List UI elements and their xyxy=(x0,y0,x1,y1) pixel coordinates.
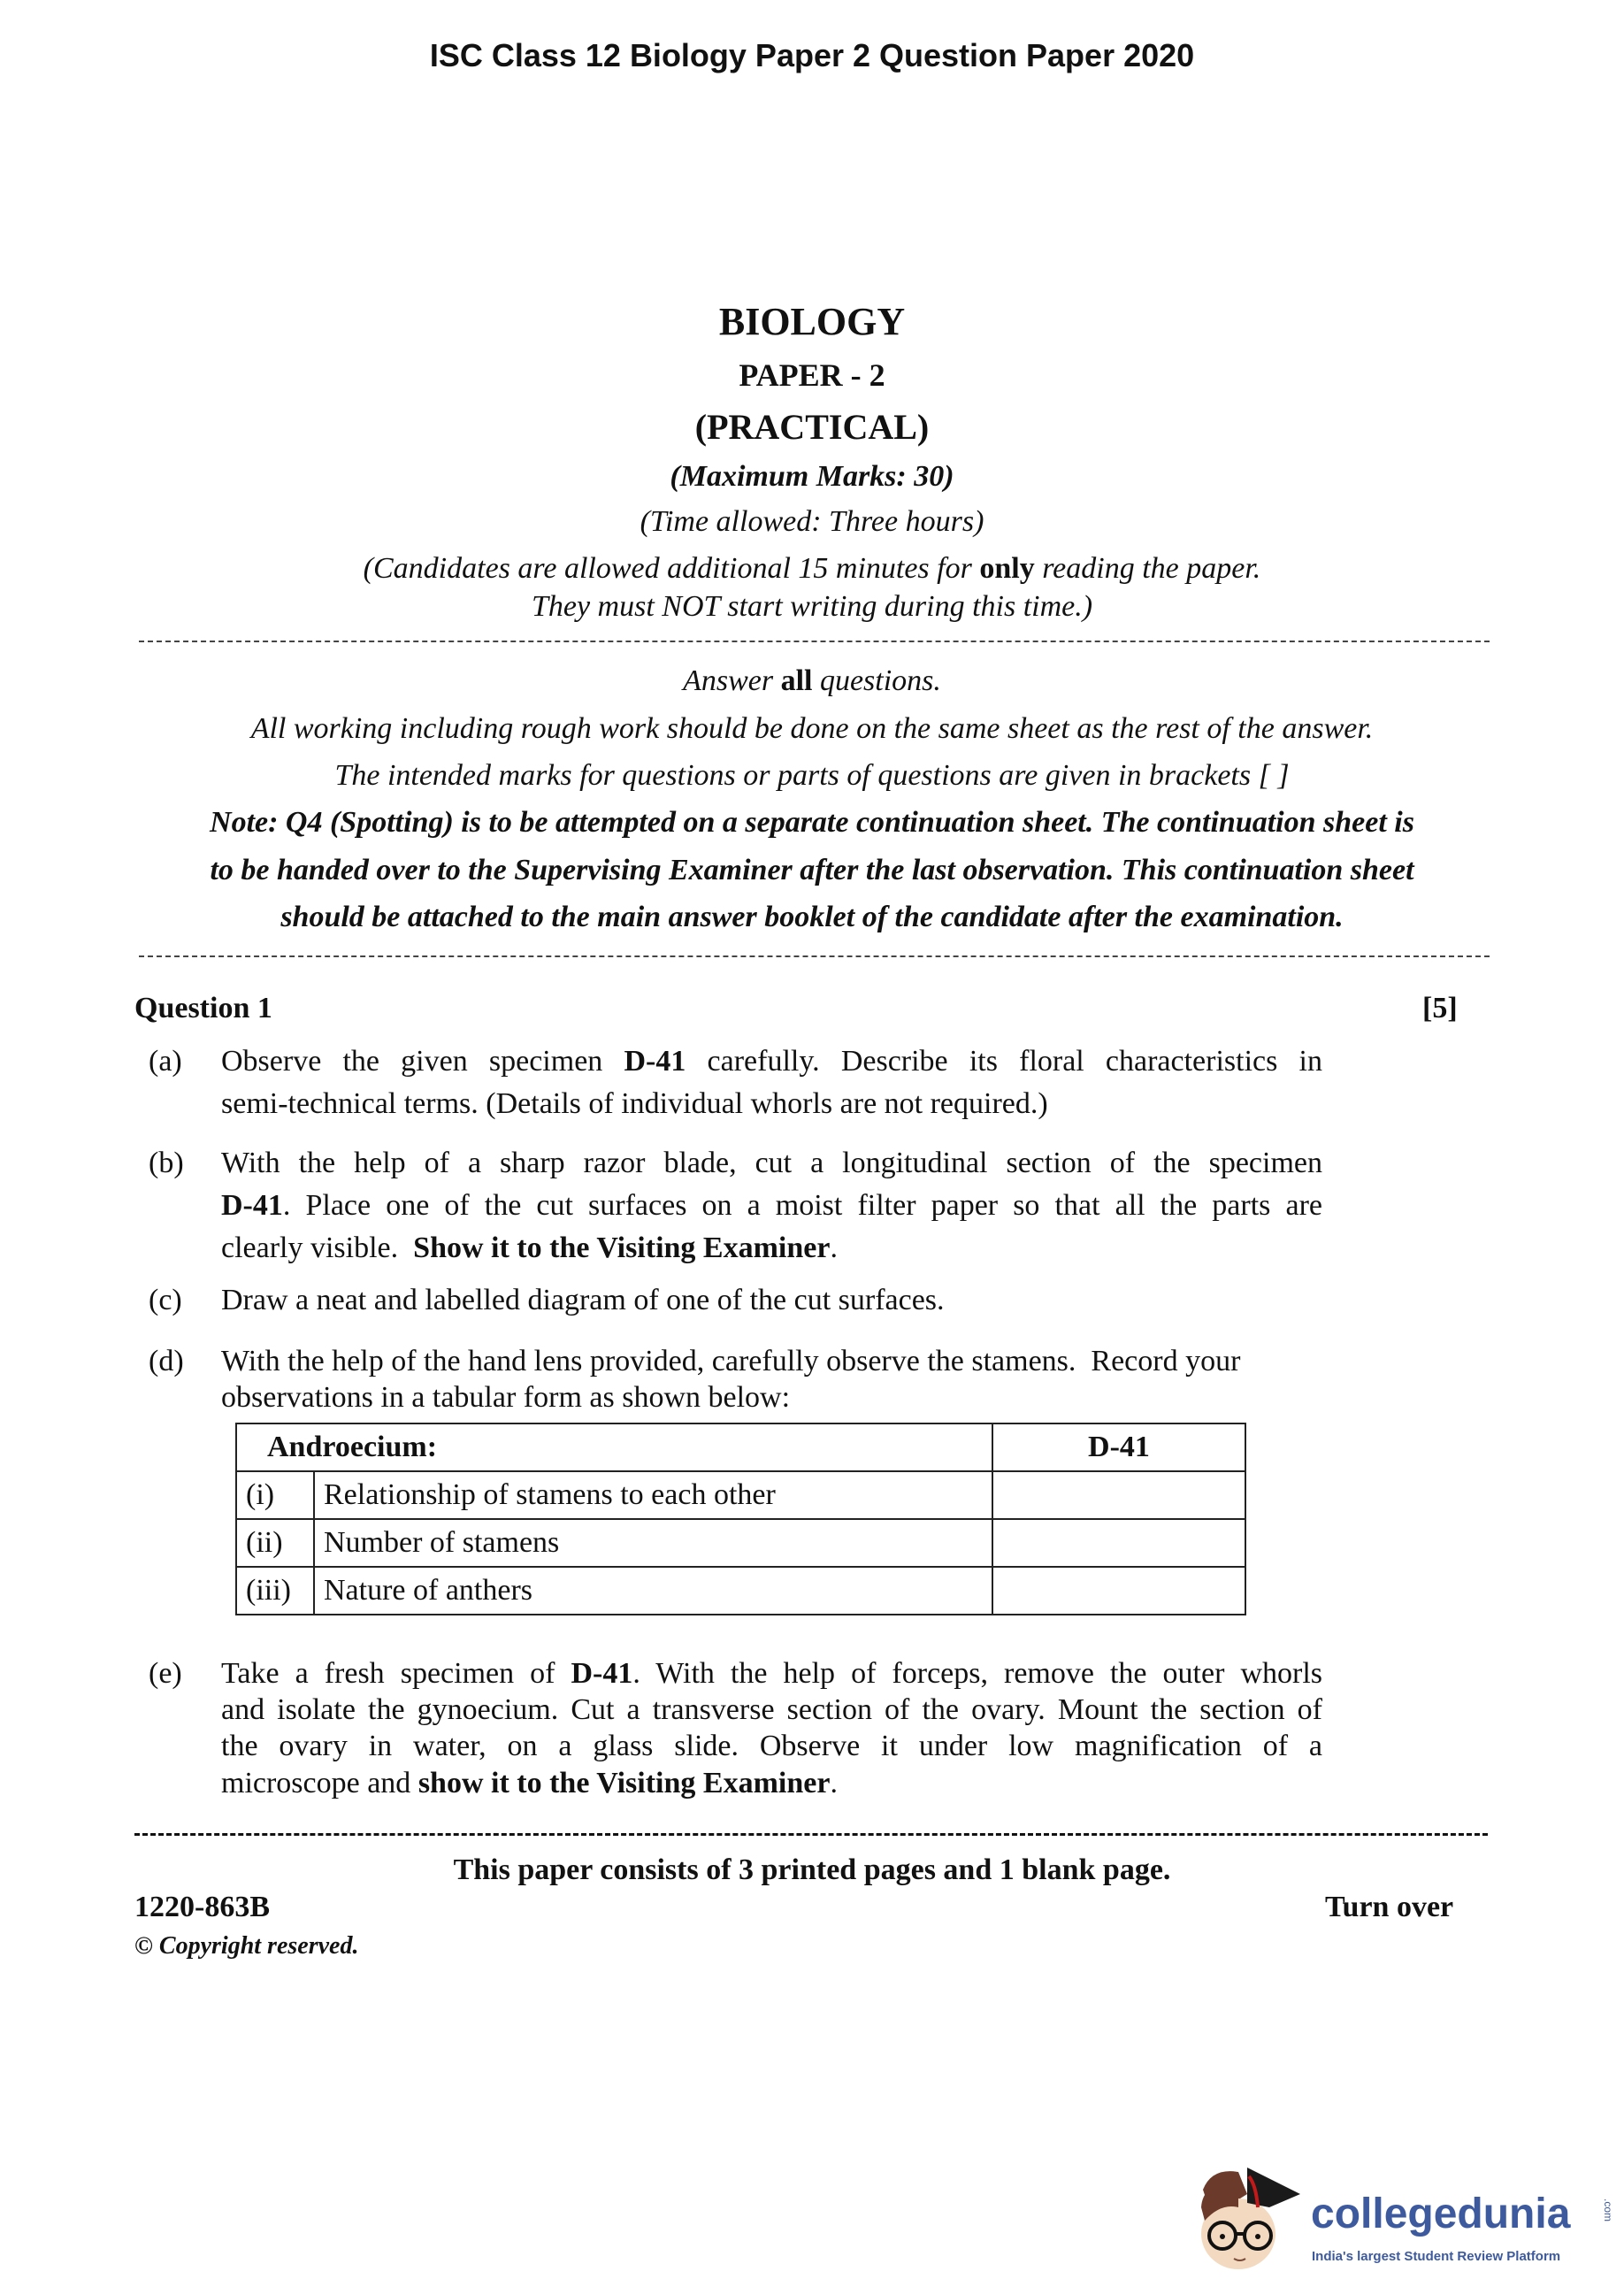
answer-cell[interactable] xyxy=(992,1471,1245,1519)
turn-over: Turn over xyxy=(1325,1891,1454,1923)
reading-note-1 xyxy=(0,554,1624,584)
table-header-row xyxy=(236,1423,1245,1471)
text: microscope and xyxy=(221,1767,418,1799)
text: carefully. Describe its floral characteristics in xyxy=(686,1045,1322,1078)
text-bold: only xyxy=(979,552,1035,585)
instruction-2: All working including rough work should be done on the same sheet as the rest of the answer. xyxy=(250,712,1374,745)
part-label-e: (e) xyxy=(149,1657,182,1690)
collegedunia-logo xyxy=(1185,2154,1624,2274)
part-e-line-4 xyxy=(221,1769,838,1799)
divider xyxy=(139,955,1490,957)
mascot-icon xyxy=(1185,2154,1309,2274)
text: Take a fresh specimen of xyxy=(221,1657,571,1690)
row-number: (iii) xyxy=(236,1567,314,1615)
paper-code: 1220-863B xyxy=(134,1891,270,1923)
note-line-2: to be handed over to the Supervising Examiner after the last observation. This continuation sheet xyxy=(210,854,1414,886)
specimen-code: D-41 xyxy=(221,1189,283,1222)
divider xyxy=(139,641,1490,642)
logo-tagline: India's largest Student Review Platform xyxy=(1312,2249,1561,2264)
row-number: (i) xyxy=(236,1471,314,1519)
text: reading the paper. xyxy=(1034,552,1261,585)
part-e-line-2: and isolate the gynoecium. Cut a transverse section of the ovary. Mount the section of xyxy=(221,1693,1322,1726)
note-line-3: should be attached to the main answer booklet of the candidate after the examination. xyxy=(280,901,1344,933)
max-marks: (Maximum Marks: 30) xyxy=(670,460,954,493)
text: Answer xyxy=(683,664,781,697)
part-b-line-1: With the help of a sharp razor blade, cut a longitudinal section of the specimen xyxy=(221,1147,1322,1179)
divider xyxy=(134,1833,1488,1836)
answer-cell[interactable] xyxy=(992,1567,1245,1615)
text-bold: Show it to the Visiting Examiner xyxy=(413,1232,831,1264)
question-marks: [5] xyxy=(1422,992,1458,1024)
text: questions. xyxy=(812,664,941,697)
note-line-1: Note: Q4 (Spotting) is to be attempted on a separate continuation sheet. The continuation sheet is xyxy=(210,806,1414,839)
part-label-a: (a) xyxy=(149,1045,182,1078)
table-row xyxy=(236,1471,1245,1519)
instruction-3: The intended marks for questions or parts of questions are given in brackets [ ] xyxy=(334,759,1290,792)
page-count-note: This paper consists of 3 printed pages and 1 blank page. xyxy=(453,1853,1171,1886)
part-c-line-1: Draw a neat and labelled diagram of one of the cut surfaces. xyxy=(221,1284,945,1316)
paper-type: (PRACTICAL) xyxy=(694,407,930,447)
logo-wordmark: collegedunia xyxy=(1311,2191,1571,2237)
reading-note-2: They must NOT start writing during this time.) xyxy=(531,590,1093,623)
observation-table xyxy=(235,1423,1246,1615)
table-row xyxy=(236,1567,1245,1615)
specimen-code: D-41 xyxy=(571,1657,633,1690)
table-row xyxy=(236,1519,1245,1567)
specimen-code: D-41 xyxy=(624,1045,686,1078)
instruction-1 xyxy=(0,666,1624,696)
logo-com: .com xyxy=(1602,2198,1614,2222)
row-label: Relationship of stamens to each other xyxy=(314,1471,992,1519)
text: . xyxy=(830,1767,838,1799)
row-label: Nature of anthers xyxy=(314,1567,992,1615)
row-label: Number of stamens xyxy=(314,1519,992,1567)
question-title: Question 1 xyxy=(134,992,272,1024)
text: (Candidates are allowed additional 15 minutes for xyxy=(363,552,980,585)
part-e-line-3: the ovary in water, on a glass slide. Observe it under low magnification of a xyxy=(221,1730,1322,1762)
text: . xyxy=(830,1232,838,1264)
part-label-b: (b) xyxy=(149,1147,184,1179)
part-label-c: (c) xyxy=(149,1284,182,1316)
part-a-line-1 xyxy=(221,1047,1322,1077)
part-e-line-1 xyxy=(221,1659,1322,1689)
part-label-d: (d) xyxy=(149,1345,184,1377)
text: . Place one of the cut surfaces on a moist filter paper so that all the parts are xyxy=(282,1189,1322,1222)
table-header-androecium: Androecium: xyxy=(236,1423,992,1471)
part-a-line-2: semi-technical terms. (Details of individual whorls are not required.) xyxy=(221,1087,1048,1120)
text: . With the help of forceps, remove the outer whorls xyxy=(632,1657,1322,1690)
page-header-title: ISC Class 12 Biology Paper 2 Question Paper 2020 xyxy=(429,37,1195,73)
table-header-specimen: D-41 xyxy=(992,1423,1245,1471)
paper-number: PAPER - 2 xyxy=(739,357,885,393)
row-number: (ii) xyxy=(236,1519,314,1567)
copyright: © Copyright reserved. xyxy=(134,1932,359,1960)
text-bold: all xyxy=(780,664,813,697)
text: Observe the given specimen xyxy=(221,1045,624,1078)
time-allowed: (Time allowed: Three hours) xyxy=(640,505,984,538)
part-b-line-2 xyxy=(221,1191,1322,1221)
part-d-line-2: observations in a tabular form as shown below: xyxy=(221,1381,791,1414)
text: clearly visible. xyxy=(221,1232,414,1264)
subject-title: BIOLOGY xyxy=(718,300,906,343)
answer-cell[interactable] xyxy=(992,1519,1245,1567)
part-d-line-1: With the help of the hand lens provided, carefully observe the stamens. Record your xyxy=(221,1345,1241,1377)
part-b-line-3 xyxy=(221,1233,838,1263)
text-bold: show it to the Visiting Examiner xyxy=(417,1767,831,1799)
